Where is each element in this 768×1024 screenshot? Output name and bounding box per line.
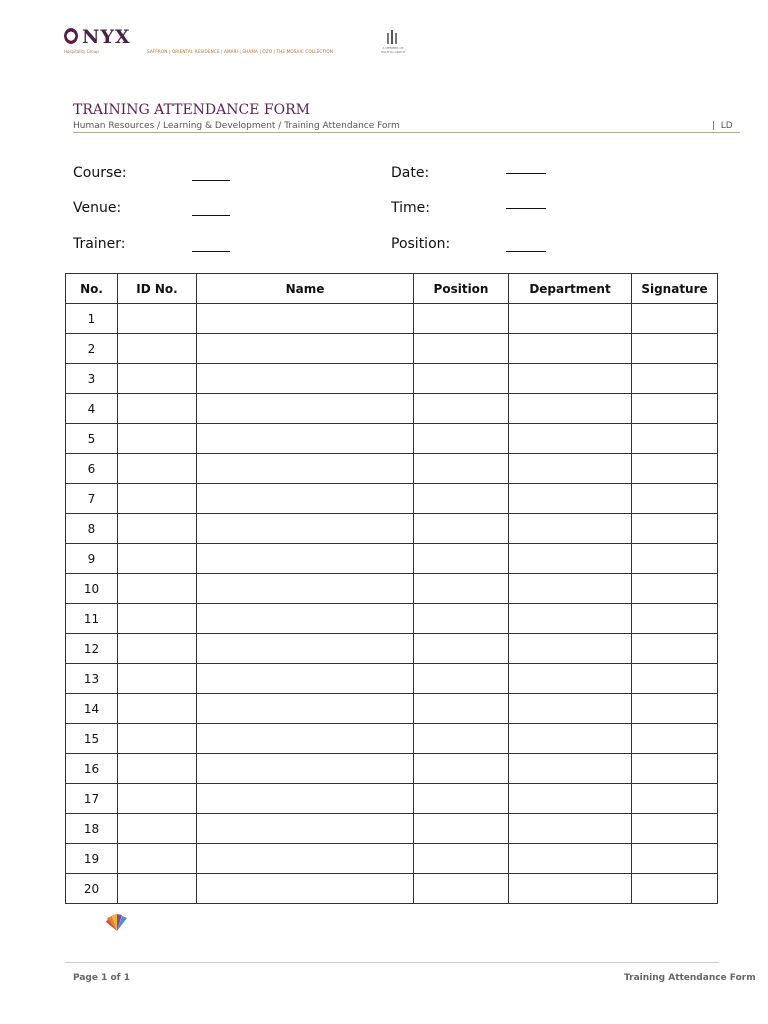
table-row bbox=[66, 514, 718, 544]
name-cell[interactable] bbox=[197, 874, 414, 904]
row-number: 8 bbox=[66, 514, 118, 544]
page-number: Page 1 of 1 bbox=[73, 973, 130, 983]
partner-caption: A MEMBER OF ITALTHAI GROUP bbox=[380, 46, 406, 54]
signature-cell[interactable] bbox=[632, 814, 718, 844]
department-cell[interactable] bbox=[509, 334, 632, 364]
table-row bbox=[66, 544, 718, 574]
id-no-cell[interactable] bbox=[118, 844, 197, 874]
table-row bbox=[66, 874, 718, 904]
id-no-cell[interactable] bbox=[118, 514, 197, 544]
name-cell[interactable] bbox=[197, 334, 414, 364]
name-cell[interactable] bbox=[197, 424, 414, 454]
id-no-cell[interactable] bbox=[118, 574, 197, 604]
department-cell[interactable] bbox=[509, 754, 632, 784]
breadcrumb: Human Resources / Learning & Development / Training Attendance Form bbox=[73, 121, 400, 131]
table-row bbox=[66, 754, 718, 784]
row-number: 4 bbox=[66, 394, 118, 424]
venue-label: Venue: bbox=[73, 200, 122, 216]
footer-document-name: Training Attendance Form bbox=[624, 973, 756, 983]
brand-list: SAFFRON | ORIENTAL RESIDENCE | AMARI | SHAMA | OZO | THE MOSAIC COLLECTION bbox=[147, 49, 333, 54]
department-cell[interactable] bbox=[509, 664, 632, 694]
row-number: 18 bbox=[66, 814, 118, 844]
id-no-cell[interactable] bbox=[118, 364, 197, 394]
logo-subtitle: Hospitality Group bbox=[64, 49, 99, 54]
name-cell[interactable] bbox=[197, 514, 414, 544]
table-header-row bbox=[66, 274, 718, 304]
time-label: Time: bbox=[391, 200, 430, 216]
row-number: 10 bbox=[66, 574, 118, 604]
signature-cell[interactable] bbox=[632, 634, 718, 664]
name-cell[interactable] bbox=[197, 544, 414, 574]
position-cell[interactable] bbox=[414, 874, 509, 904]
department-cell[interactable] bbox=[509, 394, 632, 424]
id-no-cell[interactable] bbox=[118, 754, 197, 784]
position-cell[interactable] bbox=[414, 784, 509, 814]
position-cell[interactable] bbox=[414, 664, 509, 694]
signature-cell[interactable] bbox=[632, 574, 718, 604]
table-row bbox=[66, 574, 718, 604]
onyx-o-logo-icon bbox=[64, 28, 78, 44]
row-number: 2 bbox=[66, 334, 118, 364]
name-cell[interactable] bbox=[197, 724, 414, 754]
id-no-cell[interactable] bbox=[118, 784, 197, 814]
row-number: 7 bbox=[66, 484, 118, 514]
name-cell[interactable] bbox=[197, 604, 414, 634]
department-cell[interactable] bbox=[509, 454, 632, 484]
header-name: Name bbox=[197, 274, 414, 304]
position-cell[interactable] bbox=[414, 484, 509, 514]
department-cell[interactable] bbox=[509, 604, 632, 634]
department-cell[interactable] bbox=[509, 574, 632, 604]
signature-cell[interactable] bbox=[632, 604, 718, 634]
signature-cell[interactable] bbox=[632, 334, 718, 364]
id-no-cell[interactable] bbox=[118, 484, 197, 514]
signature-cell[interactable] bbox=[632, 424, 718, 454]
row-number: 13 bbox=[66, 664, 118, 694]
venue-blank[interactable] bbox=[192, 215, 230, 216]
position-cell[interactable] bbox=[414, 514, 509, 544]
header-signature: Signature bbox=[632, 274, 718, 304]
name-cell[interactable] bbox=[197, 454, 414, 484]
department-cell[interactable] bbox=[509, 544, 632, 574]
fan-logo-icon bbox=[104, 912, 130, 932]
signature-cell[interactable] bbox=[632, 664, 718, 694]
logo-wordmark: NYX bbox=[82, 26, 131, 48]
signature-cell[interactable] bbox=[632, 784, 718, 814]
id-no-cell[interactable] bbox=[118, 334, 197, 364]
name-cell[interactable] bbox=[197, 364, 414, 394]
signature-cell[interactable] bbox=[632, 514, 718, 544]
signature-cell[interactable] bbox=[632, 724, 718, 754]
position-cell[interactable] bbox=[414, 604, 509, 634]
signature-cell[interactable] bbox=[632, 544, 718, 574]
department-cell[interactable] bbox=[509, 694, 632, 724]
table-row bbox=[66, 304, 718, 334]
signature-cell[interactable] bbox=[632, 364, 718, 394]
form-title: TRAINING ATTENDANCE FORM bbox=[73, 102, 310, 118]
name-cell[interactable] bbox=[197, 814, 414, 844]
row-number: 6 bbox=[66, 454, 118, 484]
signature-cell[interactable] bbox=[632, 694, 718, 724]
department-cell[interactable] bbox=[509, 844, 632, 874]
id-no-cell[interactable] bbox=[118, 394, 197, 424]
name-cell[interactable] bbox=[197, 394, 414, 424]
signature-cell[interactable] bbox=[632, 304, 718, 334]
signature-cell[interactable] bbox=[632, 874, 718, 904]
department-cell[interactable] bbox=[509, 514, 632, 544]
table-row bbox=[66, 484, 718, 514]
table-row bbox=[66, 844, 718, 874]
id-no-cell[interactable] bbox=[118, 454, 197, 484]
name-cell[interactable] bbox=[197, 484, 414, 514]
signature-cell[interactable] bbox=[632, 754, 718, 784]
id-no-cell[interactable] bbox=[118, 694, 197, 724]
department-cell[interactable] bbox=[509, 874, 632, 904]
company-logo bbox=[64, 24, 424, 64]
name-cell[interactable] bbox=[197, 304, 414, 334]
position-cell[interactable] bbox=[414, 334, 509, 364]
name-cell[interactable] bbox=[197, 664, 414, 694]
name-cell[interactable] bbox=[197, 784, 414, 814]
name-cell[interactable] bbox=[197, 574, 414, 604]
table-row bbox=[66, 454, 718, 484]
department-cell[interactable] bbox=[509, 484, 632, 514]
department-cell[interactable] bbox=[509, 424, 632, 454]
name-cell[interactable] bbox=[197, 754, 414, 784]
department-cell[interactable] bbox=[509, 784, 632, 814]
position-label: Position: bbox=[391, 236, 451, 252]
position-cell[interactable] bbox=[414, 724, 509, 754]
table-row bbox=[66, 634, 718, 664]
row-number: 1 bbox=[66, 304, 118, 334]
trainer-blank[interactable] bbox=[192, 251, 230, 252]
id-no-cell[interactable] bbox=[118, 724, 197, 754]
position-cell[interactable] bbox=[414, 574, 509, 604]
department-cell[interactable] bbox=[509, 814, 632, 844]
signature-cell[interactable] bbox=[632, 454, 718, 484]
position-cell[interactable] bbox=[414, 754, 509, 784]
id-no-cell[interactable] bbox=[118, 604, 197, 634]
position-cell[interactable] bbox=[414, 844, 509, 874]
position-cell[interactable] bbox=[414, 454, 509, 484]
header-no: No. bbox=[66, 274, 118, 304]
course-label: Course: bbox=[73, 165, 127, 181]
id-no-cell[interactable] bbox=[118, 424, 197, 454]
table-row bbox=[66, 394, 718, 424]
table-row bbox=[66, 424, 718, 454]
position-cell[interactable] bbox=[414, 694, 509, 724]
row-number: 17 bbox=[66, 784, 118, 814]
position-cell[interactable] bbox=[414, 364, 509, 394]
footer-divider bbox=[65, 962, 719, 963]
name-cell[interactable] bbox=[197, 694, 414, 724]
row-number: 16 bbox=[66, 754, 118, 784]
row-number: 9 bbox=[66, 544, 118, 574]
table-row bbox=[66, 724, 718, 754]
table-body bbox=[66, 304, 718, 904]
partner-building-icon bbox=[386, 30, 398, 44]
time-blank[interactable] bbox=[506, 208, 546, 209]
position-cell[interactable] bbox=[414, 814, 509, 844]
position-blank[interactable] bbox=[506, 251, 546, 252]
table-row bbox=[66, 604, 718, 634]
table-row bbox=[66, 814, 718, 844]
table-row bbox=[66, 334, 718, 364]
position-cell[interactable] bbox=[414, 424, 509, 454]
table-row bbox=[66, 364, 718, 394]
row-number: 11 bbox=[66, 604, 118, 634]
department-cell[interactable] bbox=[509, 364, 632, 394]
name-cell[interactable] bbox=[197, 844, 414, 874]
row-number: 15 bbox=[66, 724, 118, 754]
position-cell[interactable] bbox=[414, 544, 509, 574]
position-cell[interactable] bbox=[414, 304, 509, 334]
row-number: 12 bbox=[66, 634, 118, 664]
attendance-table bbox=[65, 273, 718, 904]
date-blank[interactable] bbox=[506, 173, 546, 174]
department-cell[interactable] bbox=[509, 304, 632, 334]
course-blank[interactable] bbox=[192, 180, 230, 181]
header-position: Position bbox=[414, 274, 509, 304]
signature-cell[interactable] bbox=[632, 844, 718, 874]
row-number: 5 bbox=[66, 424, 118, 454]
date-label: Date: bbox=[391, 165, 430, 181]
department-cell[interactable] bbox=[509, 724, 632, 754]
id-no-cell[interactable] bbox=[118, 874, 197, 904]
department-cell[interactable] bbox=[509, 634, 632, 664]
partner-logo bbox=[378, 30, 408, 58]
table-row bbox=[66, 784, 718, 814]
position-cell[interactable] bbox=[414, 394, 509, 424]
trainer-label: Trainer: bbox=[73, 236, 126, 252]
document-code: | LD bbox=[712, 121, 733, 131]
id-no-cell[interactable] bbox=[118, 634, 197, 664]
table-row bbox=[66, 694, 718, 724]
position-cell[interactable] bbox=[414, 634, 509, 664]
title-divider bbox=[73, 132, 740, 133]
name-cell[interactable] bbox=[197, 634, 414, 664]
id-no-cell[interactable] bbox=[118, 814, 197, 844]
row-number: 19 bbox=[66, 844, 118, 874]
row-number: 3 bbox=[66, 364, 118, 394]
header-id-no: ID No. bbox=[118, 274, 197, 304]
id-no-cell[interactable] bbox=[118, 544, 197, 574]
id-no-cell[interactable] bbox=[118, 304, 197, 334]
id-no-cell[interactable] bbox=[118, 664, 197, 694]
header-department: Department bbox=[509, 274, 632, 304]
row-number: 20 bbox=[66, 874, 118, 904]
signature-cell[interactable] bbox=[632, 394, 718, 424]
row-number: 14 bbox=[66, 694, 118, 724]
table-row bbox=[66, 664, 718, 694]
signature-cell[interactable] bbox=[632, 484, 718, 514]
